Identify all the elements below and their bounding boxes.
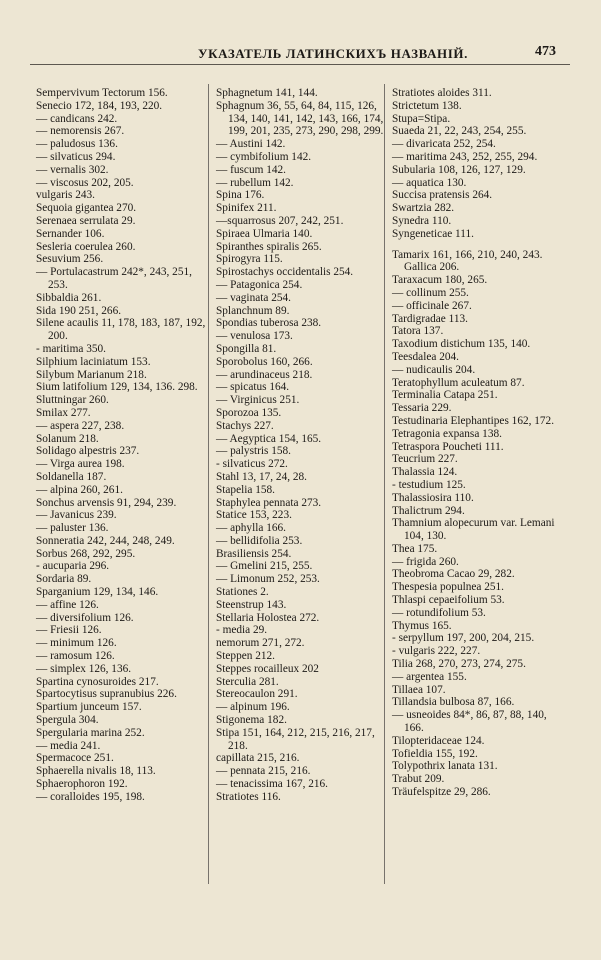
index-entry: — Austini 142. bbox=[216, 138, 286, 151]
page-header-title: УКАЗАТЕЛЬ ЛАТИНСКИХЪ НАЗВАНІЙ. bbox=[198, 46, 468, 61]
index-entry: — aquatica 130. bbox=[392, 176, 467, 189]
index-entry: Stereocaulon 291. bbox=[216, 688, 298, 701]
index-entry: Senecio 172, 184, 193, 220. bbox=[36, 99, 163, 112]
index-entry: Sphagnetum 141, 144. bbox=[216, 87, 318, 99]
index-entry: Sphagnum 36, 55, 64, 84, 115, 126, 134, 140, 141, 142, 143, 166, 174, 199, 201, 235, 273, 290, 298, 299. bbox=[216, 99, 384, 138]
index-entry: Thalictrum 294. bbox=[392, 504, 465, 517]
index-entry: Stapelia 158. bbox=[216, 483, 275, 496]
index-entry: Smilax 277. bbox=[36, 406, 91, 419]
index-entry: Teesdalea 204. bbox=[392, 350, 459, 363]
index-entry: Sium latifolium 129, 134, 136. 298. bbox=[36, 381, 198, 394]
index-entry: Trabut 209. bbox=[392, 773, 445, 786]
index-entry: Solidago alpestris 237. bbox=[36, 445, 140, 458]
index-entry: — palystris 158. bbox=[216, 445, 291, 458]
index-entry: Steenstrup 143. bbox=[216, 598, 287, 611]
section-gap bbox=[392, 241, 567, 249]
index-entry: Spiraea Ulmaria 140. bbox=[216, 227, 313, 240]
index-entry: — officinale 267. bbox=[392, 299, 472, 312]
index-entry: Sesleria coerulea 260. bbox=[36, 240, 136, 253]
index-entry: Teratophyllum aculeatum 87. bbox=[392, 376, 525, 389]
index-entry: Sibbaldia 261. bbox=[36, 291, 102, 304]
index-entry: — tenacissima 167, 216. bbox=[216, 778, 329, 791]
index-entry: - maritima 350. bbox=[36, 342, 106, 355]
index-entry: — Friesii 126. bbox=[36, 624, 102, 637]
index-entry: Splanchnum 89. bbox=[216, 304, 290, 317]
index-entry: Tilia 268, 270, 273, 274, 275. bbox=[392, 658, 526, 671]
index-entry: Stratiotes 116. bbox=[216, 790, 281, 803]
index-entry: — arundinaceus 218. bbox=[216, 368, 313, 381]
index-entry: Subularia 108, 126, 127, 129. bbox=[392, 163, 526, 176]
index-entry: — alpinum 196. bbox=[216, 701, 290, 714]
index-entry: — paludosus 136. bbox=[36, 138, 118, 151]
header-rule bbox=[30, 64, 570, 65]
index-entry: Sordaria 89. bbox=[36, 573, 92, 586]
index-entry: Spartium junceum 157. bbox=[36, 701, 142, 714]
index-entry: — simplex 126, 136. bbox=[36, 662, 132, 675]
index-entry: Tillandsia bulbosa 87, 166. bbox=[392, 696, 515, 709]
index-entry: — venulosa 173. bbox=[216, 330, 293, 343]
index-entry: — ramosum 126. bbox=[36, 650, 115, 663]
index-column-2 bbox=[216, 87, 391, 804]
index-entry: Steppes rocailleux 202 bbox=[216, 662, 319, 675]
index-entry: Sorbus 268, 292, 295. bbox=[36, 547, 136, 560]
index-entry: Terminalia Catapa 251. bbox=[392, 389, 498, 402]
index-entry: — bellidifolia 253. bbox=[216, 534, 303, 547]
index-entry: Sporobolus 160, 266. bbox=[216, 355, 313, 368]
index-entry: Träufelspitze 29, 286. bbox=[392, 786, 491, 799]
index-entry: Tamarix 161, 166, 210, 240, 243. Gallica 206. bbox=[392, 248, 543, 274]
index-entry: Syngeneticae 111. bbox=[392, 227, 474, 240]
index-column-1 bbox=[36, 87, 211, 804]
index-entry: Spermacoce 251. bbox=[36, 752, 114, 765]
index-entry: Stellaria Holostea 272. bbox=[216, 611, 320, 624]
index-entry: — maritima 243, 252, 255, 294. bbox=[392, 150, 538, 163]
index-entry: Strictetum 138. bbox=[392, 99, 462, 112]
index-entry: Tetragonia expansa 138. bbox=[392, 427, 502, 440]
index-entry: — Limonum 252, 253. bbox=[216, 573, 320, 586]
index-entry: - media 29. bbox=[216, 624, 268, 637]
index-entry: - vulgaris 222, 227. bbox=[392, 645, 481, 658]
index-entry: Stationes 2. bbox=[216, 586, 269, 599]
index-entry: - silvaticus 272. bbox=[216, 458, 288, 471]
index-entry: — Portulacastrum 242*, 243, 251, 253. bbox=[36, 266, 192, 291]
index-entry: — Javanicus 239. bbox=[36, 509, 117, 522]
index-entry: Sphaerophoron 192. bbox=[36, 778, 128, 791]
index-entry: Swartzia 282. bbox=[392, 202, 455, 215]
index-entry: Thespesia populnea 251. bbox=[392, 581, 504, 594]
index-entry: — Aegyptica 154, 165. bbox=[216, 432, 322, 445]
index-entry: Taxodium distichum 135, 140. bbox=[392, 338, 531, 351]
index-entry: — argentea 155. bbox=[392, 670, 467, 683]
index-entry: - serpyllum 197, 200, 204, 215. bbox=[392, 632, 535, 645]
index-entry: Sphaerella nivalis 18, 113. bbox=[36, 765, 156, 778]
index-entry: Sesuvium 256. bbox=[36, 253, 104, 266]
index-entry: Silybum Marianum 218. bbox=[36, 368, 147, 381]
index-entry: Theobroma Cacao 29, 282. bbox=[392, 568, 515, 581]
index-entry: —squarrosus 207, 242, 251. bbox=[216, 214, 344, 227]
index-entry: — frigida 260. bbox=[392, 555, 459, 568]
index-entry: Stratiotes aloides 311. bbox=[392, 87, 492, 99]
index-entry: Tardigradae 113. bbox=[392, 312, 468, 325]
index-entry: Spiranthes spiralis 265. bbox=[216, 240, 322, 253]
index-entry: Sernander 106. bbox=[36, 227, 105, 240]
index-entry: Spondias tuberosa 238. bbox=[216, 317, 322, 330]
index-entry: Spartocytisus supranubius 226. bbox=[36, 688, 177, 701]
index-entry: — viscosus 202, 205. bbox=[36, 176, 134, 189]
index-entry: Testudinaria Elephantipes 162, 172. bbox=[392, 414, 555, 427]
index-entry: Soldanella 187. bbox=[36, 470, 107, 483]
index-entry: Stachys 227. bbox=[216, 419, 274, 432]
index-entry: vulgaris 243. bbox=[36, 189, 95, 202]
index-entry: Stupa=Stipa. bbox=[392, 112, 451, 125]
index-entry: Sempervivum Tectorum 156. bbox=[36, 87, 168, 99]
index-entry: - testudium 125. bbox=[392, 478, 466, 491]
index-entry: Spartina cynosuroides 217. bbox=[36, 675, 159, 688]
index-entry: — minimum 126. bbox=[36, 637, 117, 650]
page-number: 473 bbox=[535, 44, 556, 59]
index-entry: Sida 190 251, 266. bbox=[36, 304, 122, 317]
index-entry: Spirogyra 115. bbox=[216, 253, 283, 266]
index-entry: Stigonema 182. bbox=[216, 714, 287, 727]
index-entry: Steppen 212. bbox=[216, 650, 275, 663]
index-entry: Tessaria 229. bbox=[392, 402, 452, 415]
index-entry: — divaricata 252, 254. bbox=[392, 138, 496, 151]
index-entry: Spergula 304. bbox=[36, 714, 99, 727]
index-entry: Spongilla 81. bbox=[216, 342, 277, 355]
index-entry: Tofieldia 155, 192. bbox=[392, 747, 478, 760]
index-entry: Stipa 151, 164, 212, 215, 216, 217, 218. bbox=[216, 726, 375, 752]
index-entry: — pennata 215, 216. bbox=[216, 765, 311, 778]
index-entry: Suaeda 21, 22, 243, 254, 255. bbox=[392, 125, 527, 138]
index-entry: — vernalis 302. bbox=[36, 163, 109, 176]
index-entry: Sonneratia 242, 244, 248, 249. bbox=[36, 534, 175, 547]
index-entry: - aucuparia 296. bbox=[36, 560, 110, 573]
index-entry: — Virginicus 251. bbox=[216, 394, 300, 407]
index-entry: Tetraspora Poucheti 111. bbox=[392, 440, 504, 453]
index-entry: — aphylla 166. bbox=[216, 522, 286, 535]
index-entry: Spirostachys occidentalis 254. bbox=[216, 266, 354, 279]
index-entry: Thamnium alopecurum var. Lemani 104, 130. bbox=[392, 517, 555, 543]
index-entry: — affine 126. bbox=[36, 598, 99, 611]
index-entry: Spergularia marina 252. bbox=[36, 726, 145, 739]
index-entry: Sonchus arvensis 91, 294, 239. bbox=[36, 496, 177, 509]
index-entry: nemorum 271, 272. bbox=[216, 637, 305, 650]
index-entry: Tatora 137. bbox=[392, 325, 444, 338]
index-entry: Thalassiosira 110. bbox=[392, 491, 474, 504]
index-entry: — Virga aurea 198. bbox=[36, 458, 125, 471]
index-entry: — rotundifolium 53. bbox=[392, 606, 486, 619]
index-entry: Stahl 13, 17, 24, 28. bbox=[216, 470, 308, 483]
index-entry: Tillaea 107. bbox=[392, 683, 446, 696]
index-entry: Thalassia 124. bbox=[392, 466, 458, 479]
index-entry: Staphylea pennata 273. bbox=[216, 496, 322, 509]
index-entry: — silvaticus 294. bbox=[36, 150, 116, 163]
index-entry: Sluttningar 260. bbox=[36, 394, 109, 407]
index-entry: Taraxacum 180, 265. bbox=[392, 274, 488, 287]
index-entry: — usneoides 84*, 86, 87, 88, 140, 166. bbox=[392, 709, 547, 735]
index-entry: — collinum 255. bbox=[392, 286, 469, 299]
index-entry: Statice 153, 223. bbox=[216, 509, 292, 522]
index-entry: — coralloides 195, 198. bbox=[36, 790, 145, 803]
index-entry: Serenaea serrulata 29. bbox=[36, 214, 136, 227]
index-entry: Thymus 165. bbox=[392, 619, 452, 632]
index-entry: — diversifolium 126. bbox=[36, 611, 134, 624]
index-entry: Thlaspi cepaeifolium 53. bbox=[392, 594, 505, 607]
index-entry: Teucrium 227. bbox=[392, 453, 458, 466]
index-entry: — Gmelini 215, 255. bbox=[216, 560, 313, 573]
index-entry: — candicans 242. bbox=[36, 112, 118, 125]
index-entry: — cymbifolium 142. bbox=[216, 150, 312, 163]
index-column-3-bottom bbox=[392, 249, 567, 799]
index-entry: Silphium laciniatum 153. bbox=[36, 355, 151, 368]
index-entry: Sparganium 129, 134, 146. bbox=[36, 586, 159, 599]
index-entry: Tolypothrix lanata 131. bbox=[392, 760, 498, 773]
index-entry: — media 241. bbox=[36, 739, 101, 752]
index-entry: Sequoia gigantea 270. bbox=[36, 202, 137, 215]
index-entry: Silene acaulis 11, 178, 183, 187, 192, 200. bbox=[36, 317, 206, 343]
index-column-3-top bbox=[392, 87, 567, 241]
index-entry: capillata 215, 216. bbox=[216, 752, 300, 765]
index-entry: Synedra 110. bbox=[392, 214, 452, 227]
index-entry: Thea 175. bbox=[392, 542, 438, 555]
index-entry: — aspera 227, 238. bbox=[36, 419, 125, 432]
index-entry: Solanum 218. bbox=[36, 432, 99, 445]
index-entry: Spina 176. bbox=[216, 189, 265, 202]
index-entry: — paluster 136. bbox=[36, 522, 109, 535]
index-entry: Sterculia 281. bbox=[216, 675, 279, 688]
index-entry: Spinifex 211. bbox=[216, 202, 277, 215]
index-entry: Succisa pratensis 264. bbox=[392, 189, 493, 202]
index-entry: — fuscum 142. bbox=[216, 163, 286, 176]
index-entry: Sporozoa 135. bbox=[216, 406, 282, 419]
index-column-3 bbox=[392, 87, 567, 799]
index-entry: — Patagonica 254. bbox=[216, 278, 303, 291]
index-entry: Brasiliensis 254. bbox=[216, 547, 292, 560]
index-entry: — nemorensis 267. bbox=[36, 125, 125, 138]
index-entry: — alpina 260, 261. bbox=[36, 483, 123, 496]
index-entry: — vaginata 254. bbox=[216, 291, 291, 304]
index-entry: — nudicaulis 204. bbox=[392, 363, 476, 376]
index-entry: — spicatus 164. bbox=[216, 381, 290, 394]
index-entry: Tilopteridaceae 124. bbox=[392, 734, 485, 747]
index-entry: — rubellum 142. bbox=[216, 176, 294, 189]
